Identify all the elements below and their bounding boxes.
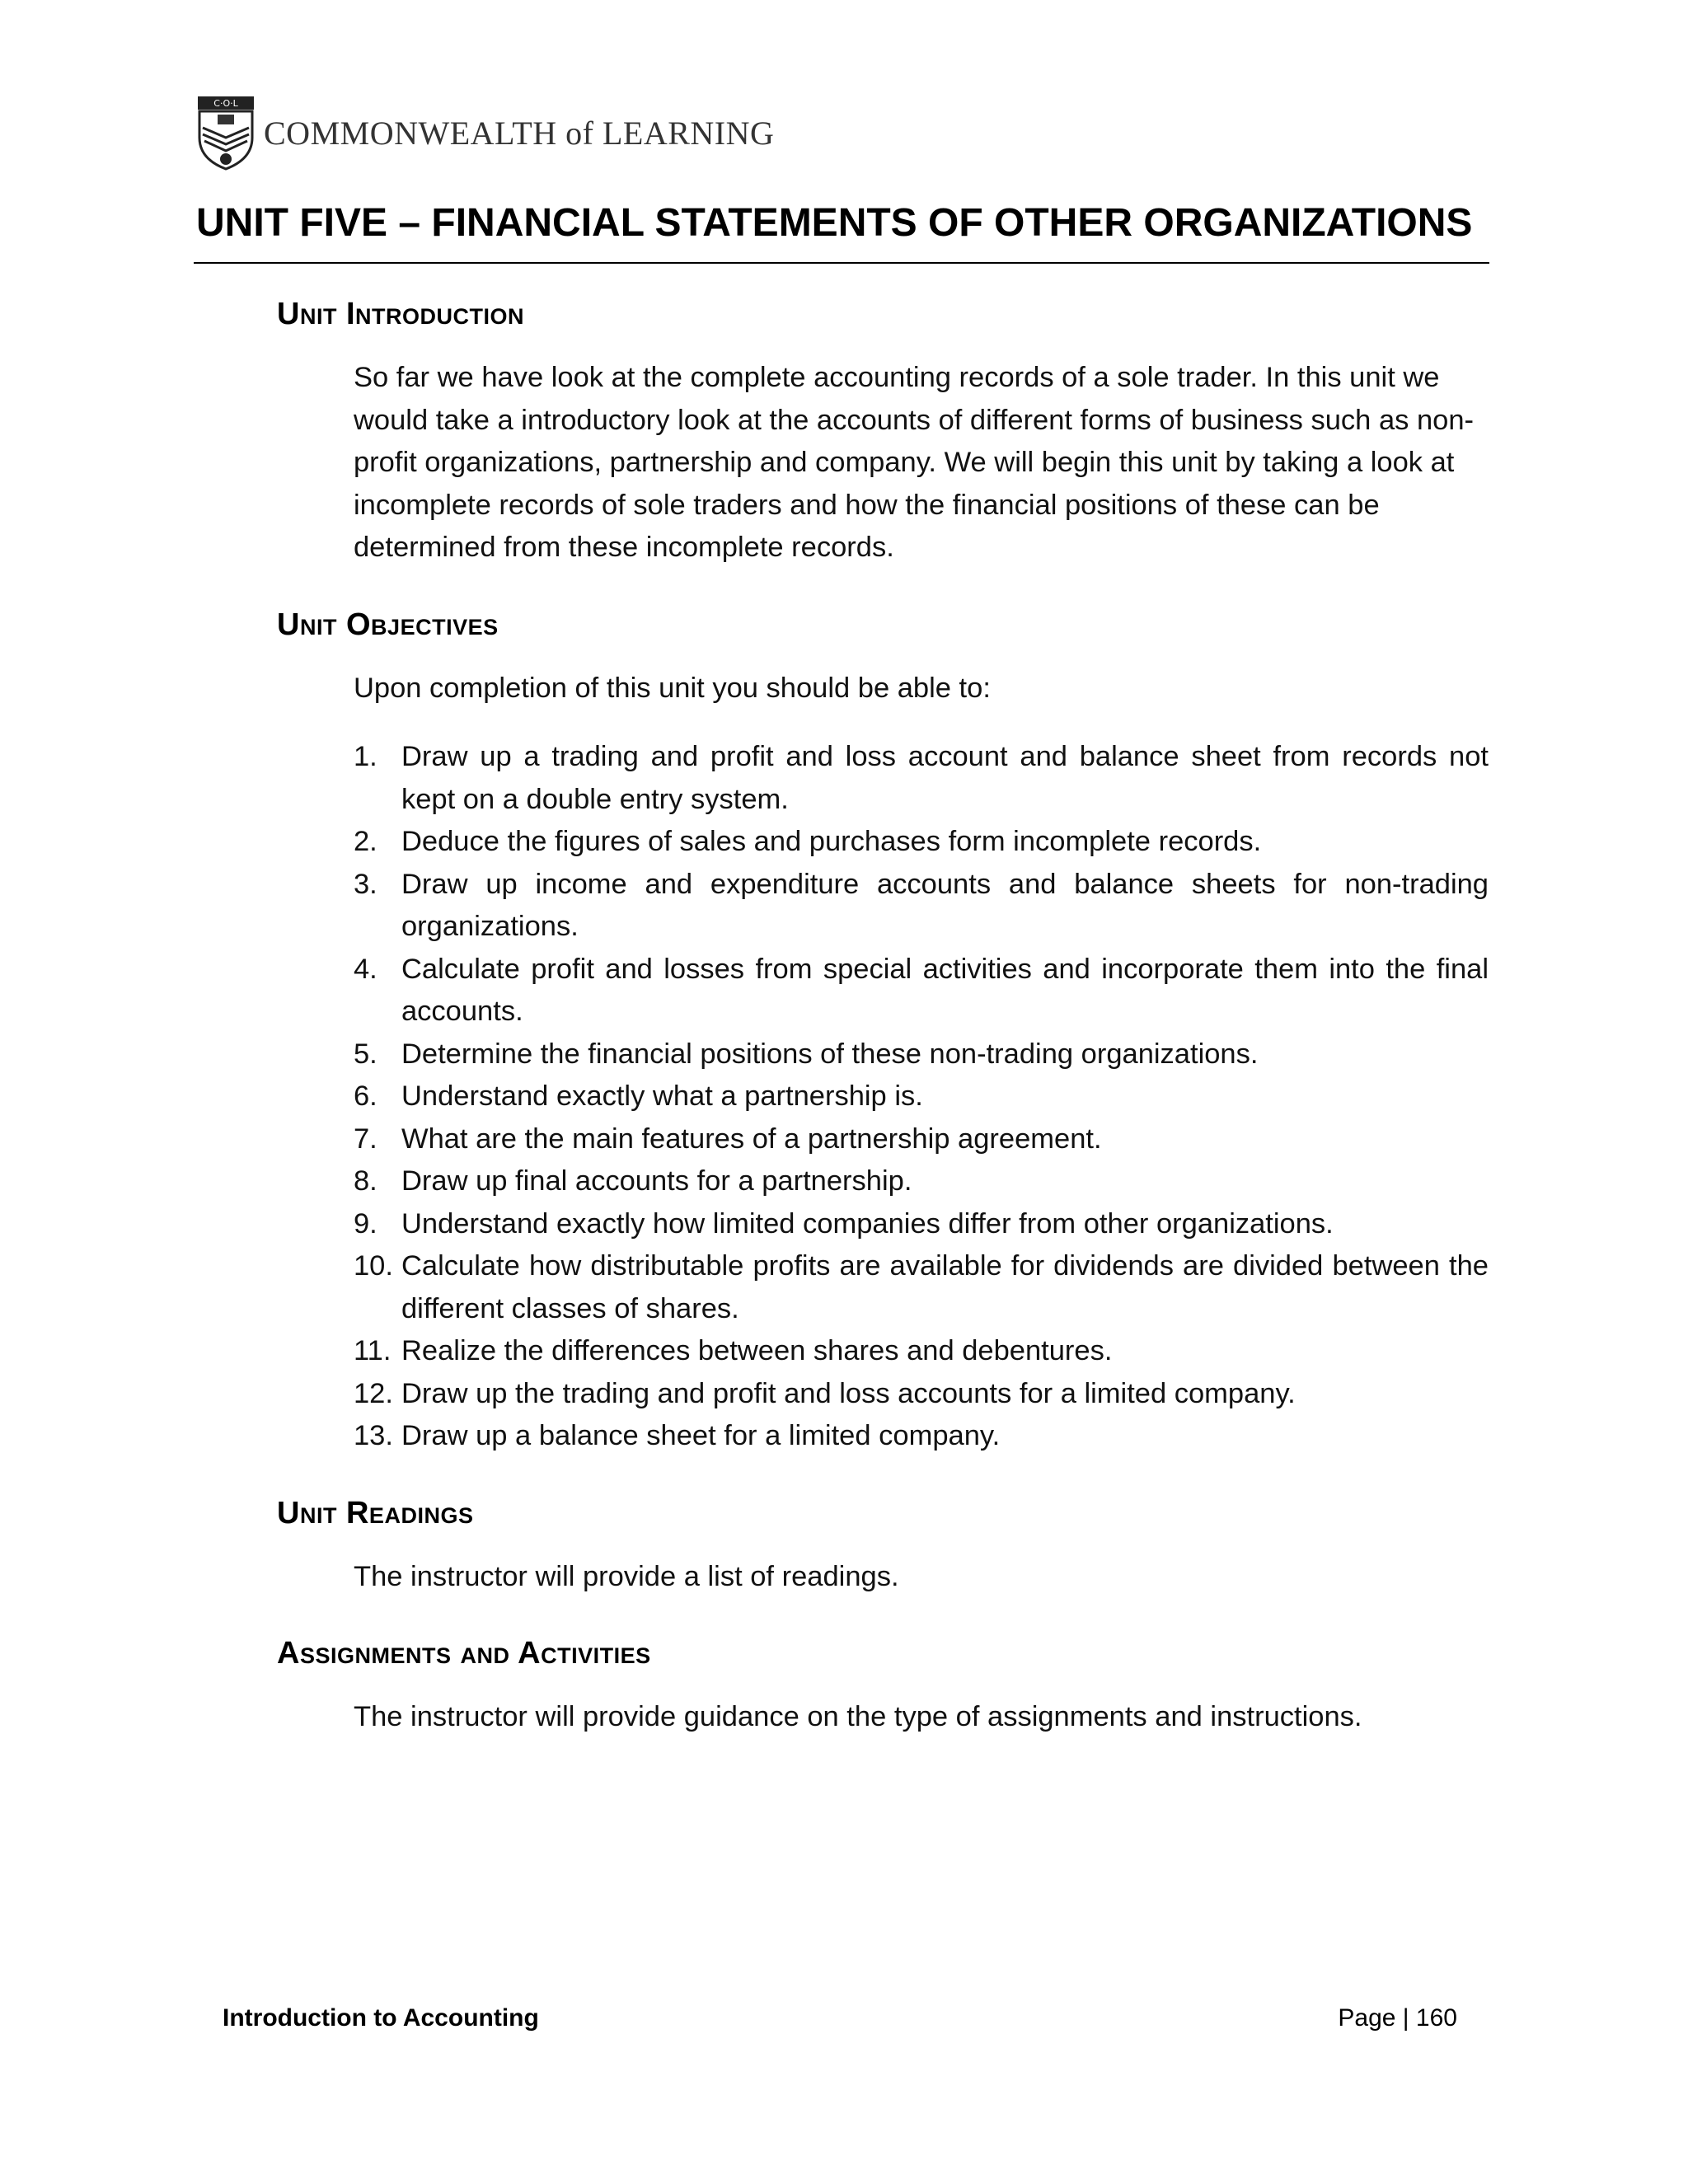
list-item xyxy=(354,1373,1489,1416)
footer-course-title: Introduction to Accounting xyxy=(223,2004,539,2032)
objectives-intro: Upon completion of this unit you should be able to: xyxy=(354,672,991,704)
introduction-text: So far we have look at the complete accounting records of a sole trader. In this unit we would take a introductory look at the accounts of different forms of business such as non-profit organizations, partnership and company. We will begin this unit by taking a look at incomplete records of sole traders and how the financial positions of these can be determined from these incomplete records. xyxy=(354,362,1475,563)
item-number: 2. xyxy=(354,826,377,857)
readings-section xyxy=(277,1496,1489,1599)
list-item xyxy=(354,1203,1489,1246)
objectives-heading: Unit Objectives xyxy=(277,607,499,642)
list-item xyxy=(354,1245,1489,1330)
item-text: Understand exactly what a partnership is. xyxy=(401,1080,923,1112)
item-text: Determine the financial positions of these non-trading organizations. xyxy=(401,1038,1259,1070)
main-content xyxy=(277,297,1489,1777)
item-number: 10. xyxy=(354,1250,393,1282)
footer-page-number: Page | 160 xyxy=(1338,2004,1457,2032)
item-text: Calculate how distributable profits are available for dividends are divided between the different classes of shares. xyxy=(401,1250,1489,1324)
item-number: 9. xyxy=(354,1207,377,1240)
item-text: Deduce the figures of sales and purchases form incomplete records. xyxy=(401,826,1262,857)
list-item xyxy=(354,1033,1489,1076)
list-item xyxy=(354,1076,1489,1118)
assignments-heading: Assignments and Activities xyxy=(277,1636,651,1671)
item-number: 4. xyxy=(354,953,377,985)
unit-title: UNIT FIVE – FINANCIAL STATEMENTS OF OTHER ORGANIZATIONS xyxy=(196,201,1473,245)
introduction-heading: Unit Introduction xyxy=(277,297,525,331)
item-number: 8. xyxy=(354,1165,377,1197)
objectives-list xyxy=(354,736,1489,1458)
readings-text: The instructor will provide a list of readings. xyxy=(354,1560,899,1592)
col-crest-icon xyxy=(196,95,256,171)
item-number: 7. xyxy=(354,1122,377,1155)
item-number: 1. xyxy=(354,741,377,772)
header-logo xyxy=(196,95,774,171)
list-item xyxy=(354,1330,1489,1373)
item-text: Understand exactly how limited companies differ from other organizations. xyxy=(401,1207,1334,1240)
list-item xyxy=(354,1160,1489,1203)
assignments-section xyxy=(277,1636,1489,1739)
item-text: Calculate profit and losses from special activities and incorporate them into the final accounts. xyxy=(401,953,1489,1027)
org-name: COMMONWEALTH of LEARNING xyxy=(264,114,775,152)
item-text: Draw up the trading and profit and loss accounts for a limited company. xyxy=(401,1377,1296,1409)
item-number: 5. xyxy=(354,1038,377,1070)
title-rule xyxy=(194,262,1489,264)
item-number: 12. xyxy=(354,1377,393,1409)
item-number: 3. xyxy=(354,868,377,900)
item-text: Draw up final accounts for a partnership. xyxy=(401,1165,912,1197)
list-item xyxy=(354,864,1489,949)
item-text: What are the main features of a partnership agreement. xyxy=(401,1122,1102,1155)
list-item xyxy=(354,1118,1489,1161)
assignments-text: The instructor will provide guidance on the type of assignments and instructions. xyxy=(354,1701,1362,1732)
list-item xyxy=(354,949,1489,1033)
readings-heading: Unit Readings xyxy=(277,1495,474,1530)
introduction-section xyxy=(277,297,1489,569)
item-number: 11. xyxy=(354,1335,392,1366)
item-text: Draw up income and expenditure accounts and balance sheets for non-trading organizations. xyxy=(401,868,1489,942)
item-text: Draw up a trading and profit and loss account and balance sheet from records not kept on a double entry system. xyxy=(401,741,1489,815)
item-text: Draw up a balance sheet for a limited company. xyxy=(401,1420,1001,1451)
list-item xyxy=(354,736,1489,821)
list-item xyxy=(354,1415,1489,1458)
item-text: Realize the differences between shares and debentures. xyxy=(401,1335,1113,1366)
objectives-section xyxy=(277,607,1489,1458)
item-number: 6. xyxy=(354,1080,377,1112)
crest-lettering: C·O·L xyxy=(213,98,238,109)
list-item xyxy=(354,821,1489,864)
item-number: 13. xyxy=(354,1420,393,1451)
